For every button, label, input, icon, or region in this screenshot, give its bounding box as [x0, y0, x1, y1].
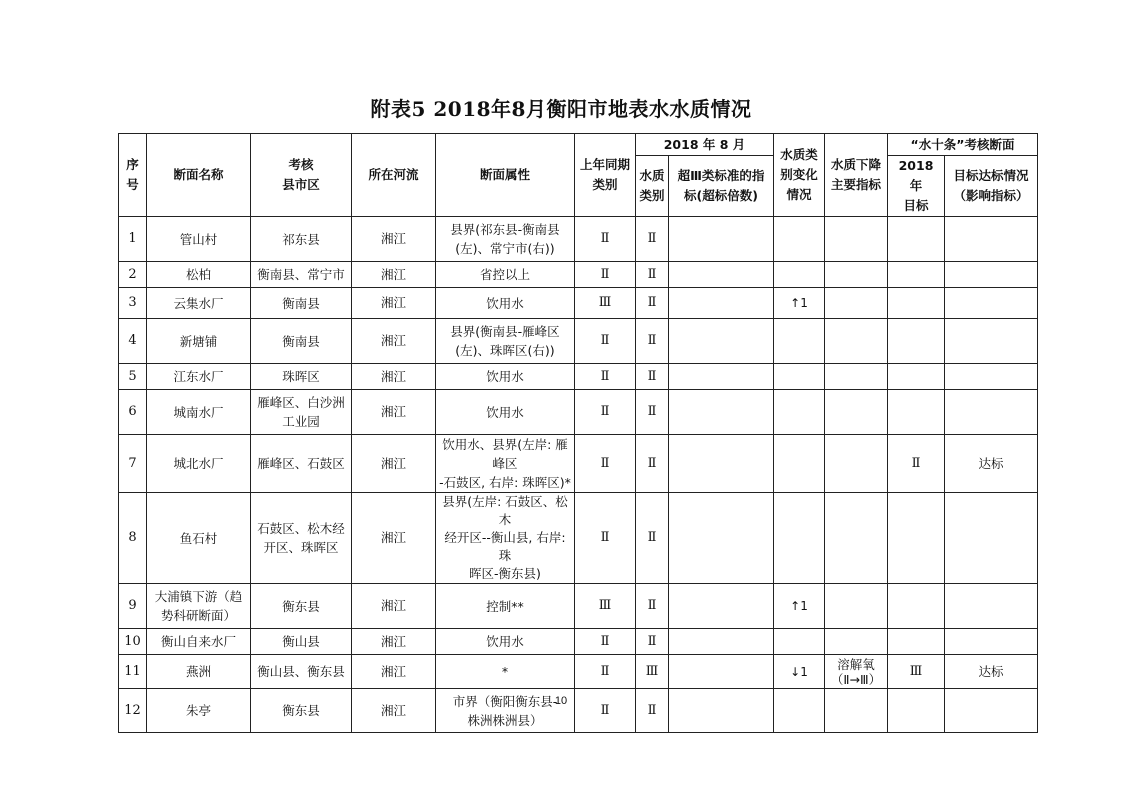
cell-change: ↑1	[774, 288, 825, 319]
table-row	[119, 288, 1038, 319]
cell-quality: Ⅱ	[636, 262, 669, 288]
cell-name: 松柏	[147, 262, 251, 288]
cell-river: 湘江	[352, 364, 436, 390]
cell-last-year: Ⅱ	[575, 364, 636, 390]
cell-last-year: Ⅱ	[575, 655, 636, 689]
water-quality-table	[118, 133, 1038, 733]
header-ten-group: “水十条”考核断面	[888, 134, 1038, 156]
cell-exceed	[669, 364, 774, 390]
cell-target	[888, 288, 945, 319]
cell-attr: 饮用水	[436, 629, 575, 655]
cell-county: 衡南县	[251, 288, 352, 319]
cell-attr: *	[436, 655, 575, 689]
header-last-year: 上年同期 类别	[575, 134, 636, 217]
cell-name: 云集水厂	[147, 288, 251, 319]
cell-target: Ⅱ	[888, 435, 945, 493]
cell-target	[888, 217, 945, 262]
cell-river: 湘江	[352, 655, 436, 689]
cell-name: 城北水厂	[147, 435, 251, 493]
header-county: 考核 县市区	[251, 134, 352, 217]
cell-decline	[825, 629, 888, 655]
cell-name: 管山村	[147, 217, 251, 262]
cell-target	[888, 493, 945, 584]
cell-last-year: Ⅲ	[575, 584, 636, 629]
cell-exceed	[669, 217, 774, 262]
header-month-group: 2018 年 8 月	[636, 134, 774, 156]
cell-river: 湘江	[352, 629, 436, 655]
header-decline: 水质下降 主要指标	[825, 134, 888, 217]
cell-attr: 饮用水	[436, 288, 575, 319]
cell-quality: Ⅱ	[636, 217, 669, 262]
cell-change	[774, 217, 825, 262]
cell-decline	[825, 217, 888, 262]
cell-river: 湘江	[352, 584, 436, 629]
cell-last-year: Ⅱ	[575, 217, 636, 262]
cell-seq: 3	[119, 288, 147, 319]
cell-last-year: Ⅱ	[575, 629, 636, 655]
cell-exceed	[669, 435, 774, 493]
cell-river: 湘江	[352, 217, 436, 262]
cell-river: 湘江	[352, 689, 436, 733]
cell-seq: 4	[119, 319, 147, 364]
header-quality: 水质 类别	[636, 156, 669, 217]
cell-decline	[825, 319, 888, 364]
cell-status	[945, 584, 1038, 629]
cell-last-year: Ⅲ	[575, 288, 636, 319]
cell-county: 石鼓区、松木经 开区、珠晖区	[251, 493, 352, 584]
cell-target	[888, 390, 945, 435]
cell-seq: 10	[119, 629, 147, 655]
cell-exceed	[669, 262, 774, 288]
cell-decline	[825, 288, 888, 319]
cell-river: 湘江	[352, 435, 436, 493]
table-row	[119, 435, 1038, 493]
cell-decline	[825, 364, 888, 390]
cell-change	[774, 629, 825, 655]
cell-quality: Ⅱ	[636, 493, 669, 584]
cell-last-year: Ⅱ	[575, 319, 636, 364]
cell-seq: 9	[119, 584, 147, 629]
cell-county: 衡山县、衡东县	[251, 655, 352, 689]
cell-name: 大浦镇下游（趋 势科研断面）	[147, 584, 251, 629]
cell-status	[945, 629, 1038, 655]
table-row	[119, 319, 1038, 364]
cell-status	[945, 262, 1038, 288]
header-change: 水质类 别变化 情况	[774, 134, 825, 217]
table-row	[119, 655, 1038, 689]
cell-attr: 市界（衡阳衡东县- 株洲株洲县）	[436, 689, 575, 733]
cell-change: ↑1	[774, 584, 825, 629]
cell-river: 湘江	[352, 493, 436, 584]
cell-exceed	[669, 493, 774, 584]
cell-status	[945, 390, 1038, 435]
table-row	[119, 584, 1038, 629]
cell-status: 达标	[945, 435, 1038, 493]
header-target: 2018 年 目标	[888, 156, 945, 217]
table-row	[119, 629, 1038, 655]
cell-change	[774, 364, 825, 390]
cell-attr: 饮用水	[436, 364, 575, 390]
cell-attr: 饮用水	[436, 390, 575, 435]
cell-target	[888, 262, 945, 288]
cell-change	[774, 262, 825, 288]
cell-name: 鱼石村	[147, 493, 251, 584]
cell-change	[774, 319, 825, 364]
cell-status	[945, 493, 1038, 584]
cell-name: 衡山自来水厂	[147, 629, 251, 655]
header-target-status: 目标达标情况 （影响指标）	[945, 156, 1038, 217]
cell-quality: Ⅲ	[636, 655, 669, 689]
cell-quality: Ⅱ	[636, 364, 669, 390]
cell-seq: 11	[119, 655, 147, 689]
cell-river: 湘江	[352, 288, 436, 319]
cell-county: 衡南县	[251, 319, 352, 364]
table-row	[119, 262, 1038, 288]
cell-decline	[825, 262, 888, 288]
cell-last-year: Ⅱ	[575, 689, 636, 733]
page-title: 附表5 2018年8月衡阳市地表水水质情况	[370, 97, 752, 121]
cell-county: 雁峰区、石鼓区	[251, 435, 352, 493]
cell-attr: 县界(衡南县-雁峰区 (左)、珠晖区(右))	[436, 319, 575, 364]
table-body	[119, 217, 1038, 733]
page-number: 10	[554, 695, 568, 707]
cell-target	[888, 629, 945, 655]
cell-name: 新塘铺	[147, 319, 251, 364]
cell-quality: Ⅱ	[636, 390, 669, 435]
cell-decline	[825, 493, 888, 584]
cell-decline	[825, 390, 888, 435]
cell-county: 衡东县	[251, 584, 352, 629]
cell-change	[774, 390, 825, 435]
header-river: 所在河流	[352, 134, 436, 217]
table-row	[119, 493, 1038, 584]
cell-river: 湘江	[352, 390, 436, 435]
cell-exceed	[669, 584, 774, 629]
cell-exceed	[669, 655, 774, 689]
cell-exceed	[669, 319, 774, 364]
cell-quality: Ⅱ	[636, 288, 669, 319]
cell-attr: 饮用水、县界(左岸: 雁峰区 -石鼓区, 右岸: 珠晖区)*	[436, 435, 575, 493]
cell-attr: 县界(祁东县-衡南县 (左)、常宁市(右))	[436, 217, 575, 262]
cell-change: ↓1	[774, 655, 825, 689]
header-seq: 序 号	[119, 134, 147, 217]
cell-attr: 省控以上	[436, 262, 575, 288]
cell-status	[945, 319, 1038, 364]
cell-decline: 溶解氧 （Ⅱ→Ⅲ）	[825, 655, 888, 689]
cell-attr: 县界(左岸: 石鼓区、松木 经开区--衡山县, 右岸: 珠 晖区-衡东县)	[436, 493, 575, 584]
cell-seq: 7	[119, 435, 147, 493]
cell-last-year: Ⅱ	[575, 262, 636, 288]
cell-exceed	[669, 390, 774, 435]
cell-seq: 6	[119, 390, 147, 435]
cell-attr: 控制**	[436, 584, 575, 629]
cell-seq: 1	[119, 217, 147, 262]
cell-county: 衡东县	[251, 689, 352, 733]
cell-target	[888, 584, 945, 629]
cell-target	[888, 319, 945, 364]
cell-last-year: Ⅱ	[575, 435, 636, 493]
cell-status	[945, 217, 1038, 262]
cell-seq: 12	[119, 689, 147, 733]
cell-county: 衡南县、常宁市	[251, 262, 352, 288]
cell-seq: 2	[119, 262, 147, 288]
cell-status: 达标	[945, 655, 1038, 689]
header-exceed: 超Ⅲ类标准的指 标(超标倍数)	[669, 156, 774, 217]
cell-exceed	[669, 629, 774, 655]
cell-last-year: Ⅱ	[575, 390, 636, 435]
cell-county: 祁东县	[251, 217, 352, 262]
cell-decline	[825, 584, 888, 629]
table-row	[119, 390, 1038, 435]
header-name: 断面名称	[147, 134, 251, 217]
cell-seq: 8	[119, 493, 147, 584]
cell-county: 雁峰区、白沙洲 工业园	[251, 390, 352, 435]
cell-change	[774, 493, 825, 584]
cell-river: 湘江	[352, 319, 436, 364]
cell-name: 朱亭	[147, 689, 251, 733]
cell-quality: Ⅱ	[636, 689, 669, 733]
cell-quality: Ⅱ	[636, 584, 669, 629]
cell-name: 燕洲	[147, 655, 251, 689]
cell-status	[945, 364, 1038, 390]
cell-decline	[825, 435, 888, 493]
cell-quality: Ⅱ	[636, 435, 669, 493]
table-row	[119, 364, 1038, 390]
cell-name: 城南水厂	[147, 390, 251, 435]
cell-quality: Ⅱ	[636, 629, 669, 655]
cell-river: 湘江	[352, 262, 436, 288]
cell-county: 衡山县	[251, 629, 352, 655]
cell-target	[888, 364, 945, 390]
cell-seq: 5	[119, 364, 147, 390]
cell-name: 江东水厂	[147, 364, 251, 390]
cell-last-year: Ⅱ	[575, 493, 636, 584]
table-row	[119, 217, 1038, 262]
cell-quality: Ⅱ	[636, 319, 669, 364]
header-attr: 断面属性	[436, 134, 575, 217]
cell-change	[774, 435, 825, 493]
cell-target: Ⅲ	[888, 655, 945, 689]
cell-exceed	[669, 288, 774, 319]
cell-status	[945, 288, 1038, 319]
cell-county: 珠晖区	[251, 364, 352, 390]
